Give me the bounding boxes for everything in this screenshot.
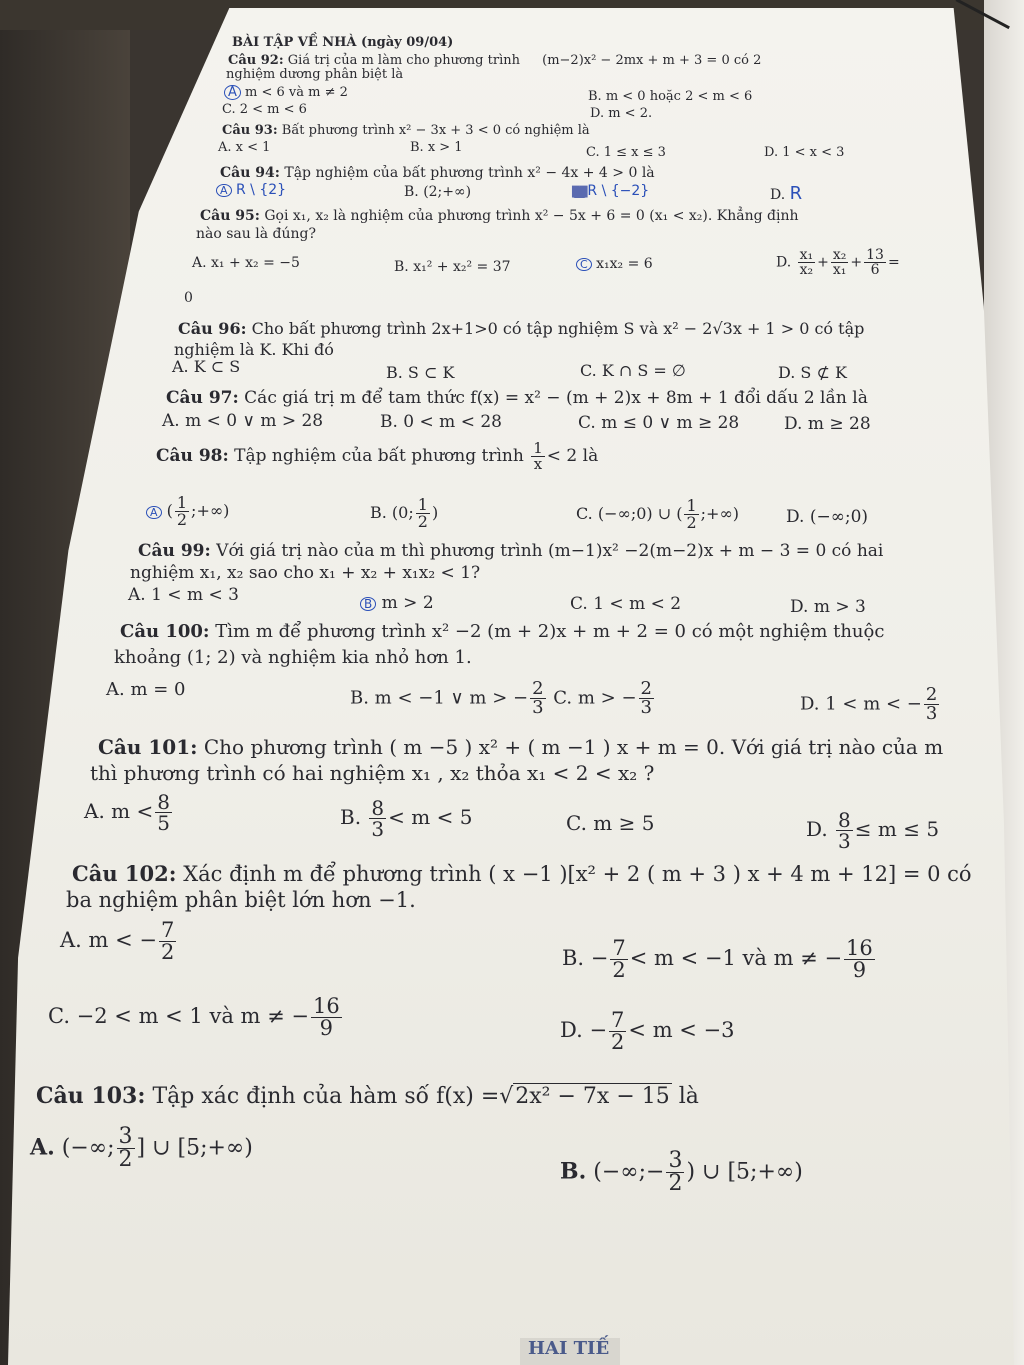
q97-option-d: D. m ≥ 28 xyxy=(784,414,871,434)
q100-option-b: B. m < −1 ∨ m > − $\frac{2}{3}$ C. m > − $\frac{2}{3}$ xyxy=(350,678,652,718)
question-99: Câu 99: Với giá trị nào của m thì phương trình (m−1)x² −2(m−2)x + m − 3 = 0 có hai xyxy=(138,541,884,561)
question-95: Câu 95: Gọi x₁, x₂ là nghiệm của phương trình x² − 5x + 6 = 0 (x₁ < x₂). Khẳng định xyxy=(200,208,799,224)
q97-option-b: B. 0 < m < 28 xyxy=(380,412,502,432)
q96-option-b: B. S ⊂ K xyxy=(386,363,455,382)
q95-option-b: B. x₁² + x₂² = 37 xyxy=(394,259,511,275)
book-cover-tag: HAI TIẾ xyxy=(520,1338,620,1365)
q99-option-c: C. 1 < m < 2 xyxy=(570,594,682,614)
q101-option-c: C. m ≥ 5 xyxy=(566,811,655,835)
q92-option-d: D. m < 2. xyxy=(590,106,653,121)
q92-option-a: A m < 6 và m ≠ 2 xyxy=(224,85,348,101)
q99-option-b: B m > 2 xyxy=(360,594,434,614)
answer-circle-mark: C xyxy=(576,258,592,271)
q98-option-c: C. (−∞;0) ∪ ( $\frac{1}{2}$ ;+∞) xyxy=(576,496,740,532)
q103-option-b: B. (−∞;− $\frac{3}{2}$ ) ∪ [5;+∞) xyxy=(560,1148,803,1196)
question-101-line2: thì phương trình có hai nghiệm x₁ , x₂ thỏa x₁ < 2 < x₂ ? xyxy=(90,761,655,785)
q93-option-d: D. 1 < x < 3 xyxy=(764,145,845,160)
question-95-line2: nào sau là đúng? xyxy=(196,226,316,242)
question-92: Câu 92: Giá trị của m làm cho phương trình (m−2)x² − 2mx + m + 3 = 0 có 2 xyxy=(228,53,762,68)
q102-option-a: A. m < − $\frac{7}{2}$ xyxy=(60,918,175,964)
question-92-line2: nghiệm dương phân biệt là xyxy=(226,67,404,82)
q98-option-a: A ( $\frac{1}{2}$ ;+∞) xyxy=(146,495,229,528)
q97-option-c: C. m ≤ 0 ∨ m ≥ 28 xyxy=(578,413,740,433)
q101-option-a: A. m < $\frac{8}{5}$ xyxy=(84,790,170,835)
q101-option-b: B. $\frac{8}{3}$ < m < 5 xyxy=(340,796,473,841)
q98-option-d: D. (−∞;0) xyxy=(786,507,869,527)
q102-option-b: B. − $\frac{7}{2}$ < m < −1 và m ≠ − $\frac{16}{9}$ xyxy=(562,936,873,982)
answer-circle-mark: A xyxy=(216,184,232,197)
q95-option-a: A. x₁ + x₂ = −5 xyxy=(192,255,300,271)
q93-option-a: A. x < 1 xyxy=(218,140,271,155)
q94-option-c: ██R \ {−2} xyxy=(572,183,650,199)
q96-option-d: D. S ⊄ K xyxy=(778,363,847,382)
question-102-line2: ba nghiệm phân biệt lớn hơn −1. xyxy=(66,888,416,912)
q99-option-d: D. m > 3 xyxy=(790,597,866,617)
question-100: Câu 100: Tìm m để phương trình x² −2 (m + 2)x + m + 2 = 0 có một nghiệm thuộc xyxy=(120,621,885,642)
question-98: Câu 98: Tập nghiệm của bất phương trình $\frac{1}{x}$ < 2 là xyxy=(156,439,599,473)
q99-option-a: A. 1 < m < 3 xyxy=(128,585,239,605)
question-97: Câu 97: Các giá trị m để tam thức f(x) = x² − (m + 2)x + 8m + 1 đổi dấu 2 lần là xyxy=(166,388,868,408)
q95-option-d: D. $\frac{\text{x₁}}{\text{x₂}}$ + $\frac{\text{x₂}}{\text{x₁}}$ + $\frac{13}{6}$ = xyxy=(776,247,900,278)
q92-option-c: C. 2 < m < 6 xyxy=(222,102,307,117)
q101-option-d: D. $\frac{8}{3}$ ≤ m ≤ 5 xyxy=(806,808,940,853)
question-102: Câu 102: Xác định m để phương trình ( x −1 )[x² + 2 ( m + 3 ) x + 4 m + 12] = 0 có xyxy=(72,861,972,886)
question-100-line2: khoảng (1; 2) và nghiệm kia nhỏ hơn 1. xyxy=(114,647,472,668)
q100-option-a: A. m = 0 xyxy=(106,679,186,700)
q95-option-d-tail: 0 xyxy=(184,290,193,306)
q102-option-c: C. −2 < m < 1 và m ≠ − $\frac{16}{9}$ xyxy=(48,994,340,1040)
question-96-line2: nghiệm là K. Khi đó xyxy=(174,340,334,359)
q94-option-d: D. R xyxy=(770,183,803,204)
q93-option-c: C. 1 ≤ x ≤ 3 xyxy=(586,145,666,160)
q94-option-a: A R \ {2} xyxy=(216,182,286,198)
question-101: Câu 101: Cho phương trình ( m −5 ) x² + ( m −1 ) x + m = 0. Với giá trị nào của m xyxy=(98,735,944,759)
q100-option-d: D. 1 < m < − $\frac{2}{3}$ xyxy=(800,684,938,724)
q102-option-d: D. − $\frac{7}{2}$ < m < −3 xyxy=(560,1008,735,1054)
answer-circle-mark: A xyxy=(146,506,162,519)
q92-option-b: B. m < 0 hoặc 2 < m < 6 xyxy=(588,89,753,104)
q98-option-b: B. (0; $\frac{1}{2}$ ) xyxy=(370,495,439,531)
question-96: Câu 96: Cho bất phương trình 2x+1>0 có tập nghiệm S và x² − 2√3x + 1 > 0 có tập xyxy=(178,319,865,338)
page-title: BÀI TẬP VỀ NHÀ (ngày 09/04) xyxy=(232,35,454,50)
question-99-line2: nghiệm x₁, x₂ sao cho x₁ + x₂ + x₁x₂ < 1? xyxy=(130,563,481,583)
q103-option-a: A. (−∞; $\frac{3}{2}$ ] ∪ [5;+∞) xyxy=(30,1124,253,1172)
q93-option-b: B. x > 1 xyxy=(410,140,463,155)
q96-option-a: A. K ⊂ S xyxy=(172,357,241,376)
question-103: Câu 103: Tập xác định của hàm số f(x) =√2x² − 7x − 15 là xyxy=(36,1083,699,1109)
answer-circle-mark: A xyxy=(224,85,241,100)
q97-option-a: A. m < 0 ∨ m > 28 xyxy=(162,411,324,431)
question-94: Câu 94: Tập nghiệm của bất phương trình x² − 4x + 4 > 0 là xyxy=(220,165,655,181)
question-93: Câu 93: Bất phương trình x² − 3x + 3 < 0 có nghiệm là xyxy=(222,123,590,138)
q94-option-b: B. (2;+∞) xyxy=(404,184,472,200)
q96-option-c: C. K ∩ S = ∅ xyxy=(580,361,686,380)
answer-circle-mark: B xyxy=(360,597,376,611)
q95-option-c: C x₁x₂ = 6 xyxy=(576,256,653,272)
